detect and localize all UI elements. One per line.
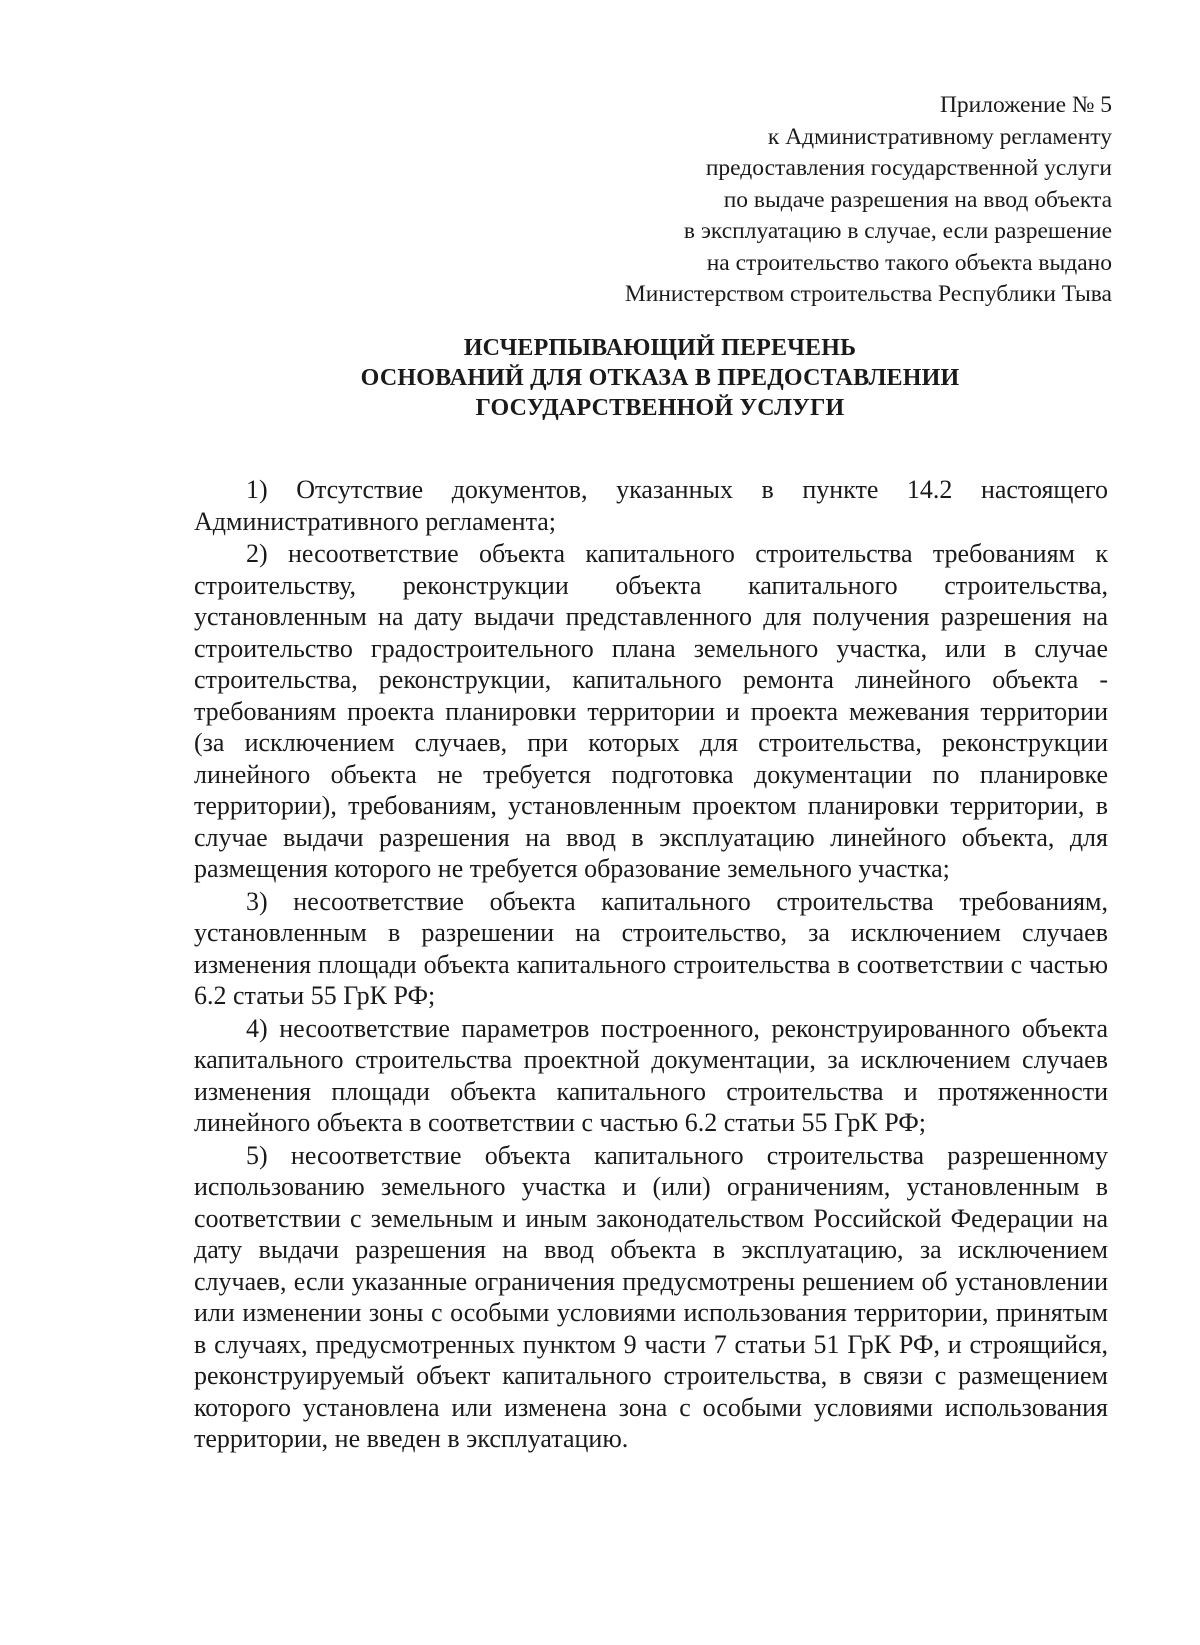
- grounds-list: [194, 474, 1108, 1456]
- appendix-line: Приложение № 5: [939, 92, 1112, 118]
- appendix-line: Министерством строительства Республики Тыва: [624, 281, 1112, 307]
- list-item: 1) Отсутствие документов, указанных в пункте 14.2 настоящего Административного регламента;: [194, 475, 1108, 536]
- title-line: ИСЧЕРПЫВАЮЩИЙ ПЕРЕЧЕНЬ: [463, 335, 857, 361]
- appendix-line: к Административному регламенту: [767, 123, 1112, 150]
- appendix-header: [625, 90, 1112, 311]
- appendix-line: по выдаче разрешения на ввод объекта: [723, 186, 1112, 213]
- document-title: [0, 333, 1200, 423]
- appendix-line: на строительство такого объекта выдано: [706, 249, 1112, 276]
- list-item: 4) несоответствие параметров построенного, реконструированного объекта капитального строительства проектной документации, за исключением случаев изменения площади объекта капитального строительства и протяженности линейного объекта в соответствии с частью 6.2 статьи 55 ГрК РФ;: [194, 1013, 1108, 1137]
- appendix-line: предоставления государственной услуги: [705, 155, 1112, 181]
- title-line: ОСНОВАНИЙ ДЛЯ ОТКАЗА В ПРЕДОСТАВЛЕНИИ: [360, 365, 960, 391]
- list-item: 2) несоответствие объекта капитального строительства требованиям к строительству, реконструкции объекта капитального строительства, установленным на дату выдачи представленного для получения разрешения на строительство градостроительного плана земельного участка, или в случае строительства, реконструкции, капитального ремонта линейного объекта - требованиям проекта планировки территории и проекта межевания территории (за исключением случаев, при которых для строительства, реконструкции линейного объекта не требуется подготовка документации по планировке территории), требованиям, установленным проектом планировки территории, в случае выдачи разрешения на ввод в эксплуатацию линейного объекта, для размещения которого не требуется образование земельного участка;: [194, 539, 1108, 883]
- appendix-line: в эксплуатацию в случае, если разрешение: [683, 218, 1112, 244]
- list-item: 3) несоответствие объекта капитального строительства требованиям, установленным в разрешении на строительство, за исключением случаев изменения площади объекта капитального строительства в соответствии с частью 6.2 статьи 55 ГрК РФ;: [194, 886, 1108, 1010]
- list-item: 5) несоответствие объекта капитального строительства разрешенному использованию земельного участка и (или) ограничениям, установленным в соответствии с земельным и иным законодательством Российской Федерации на дату выдачи разрешения на ввод объекта в эксплуатацию, за исключением случаев, если указанные ограничения предусмотрены решением об установлении или изменении зоны с особыми условиями использования территории, принятым в случаях, предусмотренных пунктом 9 части 7 статьи 51 ГрК РФ, и строящийся, реконструируемый объект капитального строительства, в связи с размещением которого установлена или изменена зона с особыми условиями использования территории, не введен в эксплуатацию.: [194, 1140, 1108, 1453]
- title-line: ГОСУДАРСТВЕННОЙ УСЛУГИ: [475, 395, 845, 421]
